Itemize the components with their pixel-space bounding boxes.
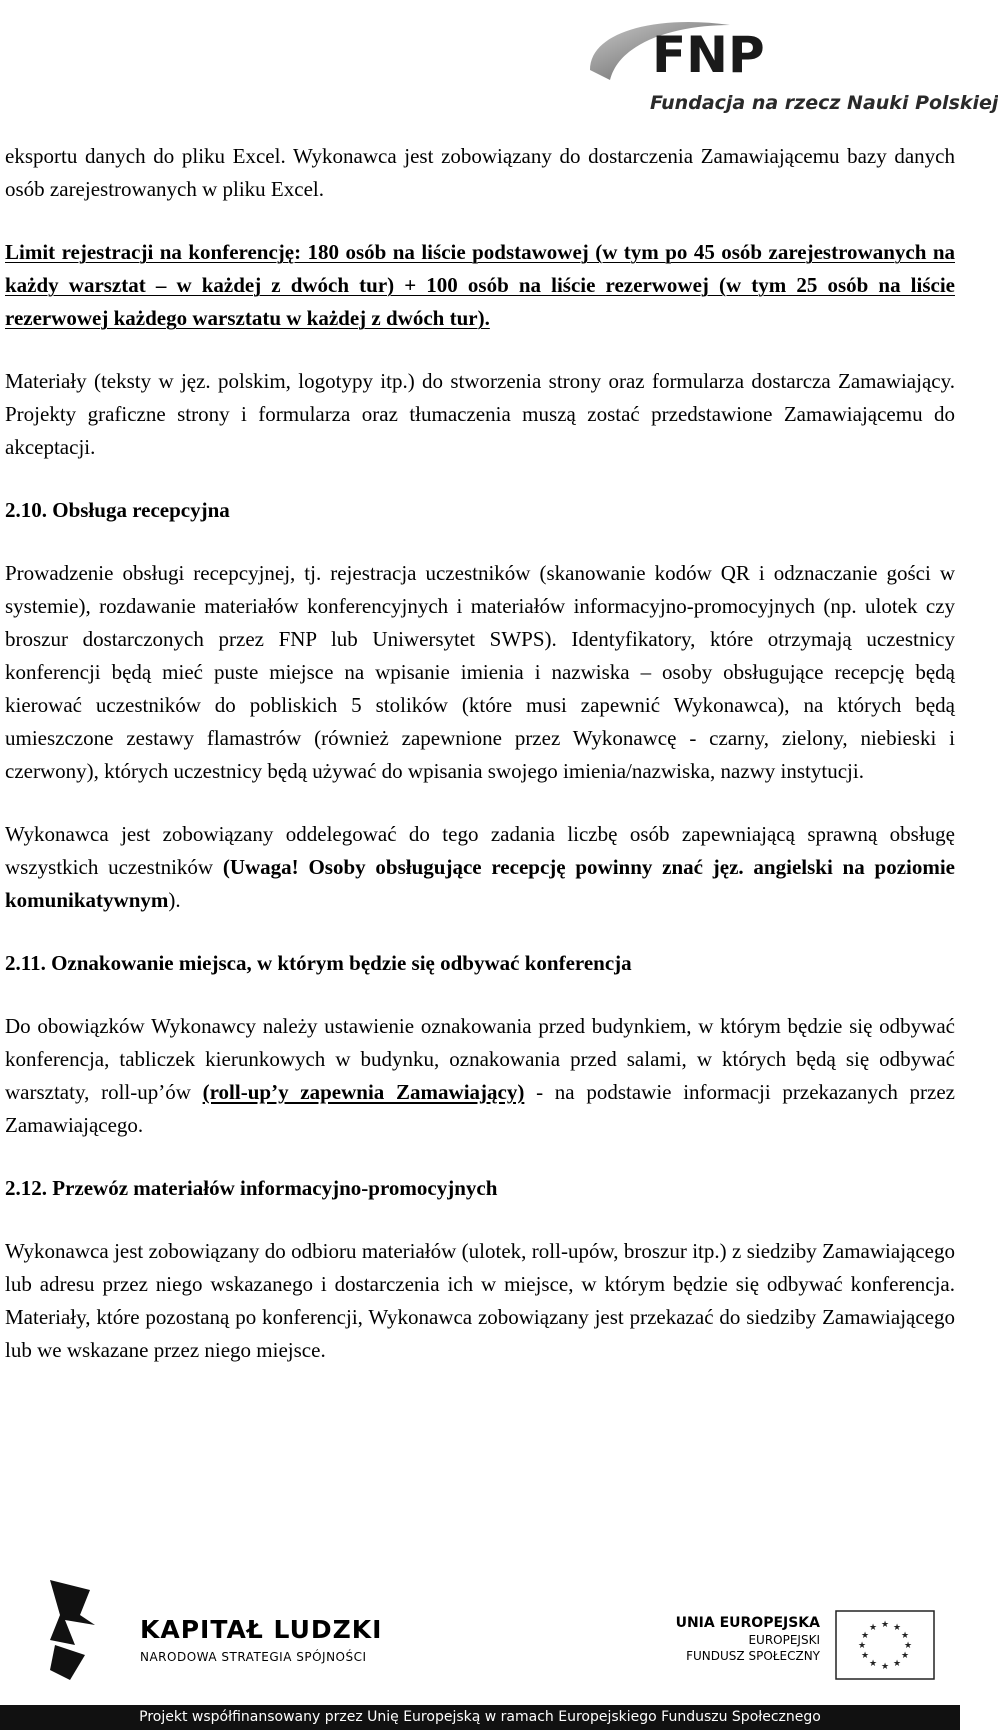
svg-text:★: ★ [892, 1623, 902, 1633]
svg-text:★: ★ [860, 1631, 870, 1641]
signage-end: - na podstawie informacji przekazanych przez Zamawiającego. [5, 1080, 955, 1137]
heading-2-10: 2.10. Obsługa recepcyjna [5, 498, 230, 522]
svg-text:★: ★ [860, 1651, 870, 1661]
fnp-caption: Fundacja na rzecz Nauki Polskiej [650, 92, 998, 114]
kapital-ludzki-logo [45, 1575, 405, 1685]
svg-text:★: ★ [857, 1641, 867, 1651]
svg-text:★: ★ [903, 1641, 913, 1651]
paragraph-registration-limit: Limit rejestracji na konferencję: 180 osób na liście podstawowej (w tym po 45 osób zarejestrowanych na każdy warsztat – w każdej z dwóch tur) + 100 osób na liście rezerwowej (w tym 25 osób na liście rezerwowej każdego warsztatu w każdej z dwóch tur). [5, 240, 955, 330]
kapital-ludzki-subtitle: NARODOWA STRATEGIA SPÓJNOŚCI [140, 1650, 367, 1664]
paragraph-staffing [5, 818, 955, 917]
svg-text:★: ★ [868, 1659, 878, 1669]
svg-text:★: ★ [880, 1662, 890, 1672]
eu-text [676, 1614, 820, 1664]
document-body [5, 140, 955, 1367]
svg-text:★: ★ [900, 1651, 910, 1661]
fnp-logo [580, 10, 998, 120]
signage-note: (roll-up’y zapewnia Zamawiający) [202, 1080, 525, 1104]
footer-cofinancing-bar: Projekt współfinansowany przez Unię Europejską w ramach Europejskiego Funduszu Społecznego [0, 1705, 960, 1730]
eu-logo [640, 1610, 960, 1690]
svg-text:★: ★ [880, 1620, 890, 1630]
footer [0, 1575, 960, 1730]
paragraph-transport: Wykonawca jest zobowiązany do odbioru materiałów (ulotek, roll-upów, broszur itp.) z siedziby Zamawiającego lub adresu przez niego wskazanego i dostarczenia ich w miejsce, w którym będzie się odbywać konferencja. Materiały, które pozostaną po konferencji, Wykonawca zobowiązany jest przekazać do siedziby Zamawiającego lub we wskazane przez niego miejsce. [5, 1239, 955, 1362]
signage-text: Do obowiązków Wykonawcy należy ustawienie oznakowania przed budynkiem, w którym będzie się odbywać konferencja, tabliczek kierunkowych w budynku, oznakowania przed salami, w których będą się odbywać warsztaty, roll-up’ów [5, 1014, 955, 1104]
staffing-note-text: Osoby obsługujące recepcję powinny znać jęz. angielski na poziomie komunikatywnym [5, 855, 955, 912]
kapital-ludzki-emblem-icon [45, 1575, 105, 1685]
eu-line-2: EUROPEJSKI [748, 1633, 820, 1647]
fnp-swoosh-icon [580, 10, 880, 100]
paragraph-export: eksportu danych do pliku Excel. Wykonawca jest zobowiązany do dostarczenia Zamawiającemu bazy danych osób zarejestrowanych w pliku Excel. [5, 144, 955, 201]
staffing-end: ). [168, 888, 181, 912]
heading-2-12: 2.12. Przewóz materiałów informacyjno-promocyjnych [5, 1176, 498, 1200]
kapital-ludzki-title: KAPITAŁ LUDZKI [140, 1615, 383, 1644]
svg-text:★: ★ [900, 1631, 910, 1641]
eu-line-1: UNIA EUROPEJSKA [675, 1615, 820, 1631]
staffing-text: Wykonawca jest zobowiązany oddelegować do tego zadania liczbę osób zapewniającą sprawną obsługę wszystkich uczestników [5, 822, 955, 879]
staffing-note-label: (Uwaga! [222, 855, 299, 879]
heading-2-11: 2.11. Oznakowanie miejsca, w którym będzie się odbywać konferencja [5, 951, 632, 975]
eu-flag-icon [835, 1610, 935, 1680]
paragraph-reception: Prowadzenie obsługi recepcyjnej, tj. rejestracja uczestników (skanowanie kodów QR i odznaczanie gości w systemie), rozdawanie materiałów konferencyjnych i materiałów informacyjno-promocyjnych (np. ulotek czy broszur dostarczonych przez FNP lub Uniwersytet SWPS). Identyfikatory, które otrzymają uczestnicy konferencji będą mieć puste miejsce na wpisanie imienia i nazwiska – osoby obsługujące recepcję będą kierować uczestników do pobliskich 5 stolików (które musi zapewnić Wykonawca), na których będą umieszczone zestawy flamastrów (również zapewnione przez Wykonawcę - czarny, zielony, niebieski i czerwony), których uczestnicy będą używać do wpisania swojego imienia/nazwiska, nazwy instytucji. [5, 561, 955, 783]
svg-text:★: ★ [868, 1623, 878, 1633]
paragraph-signage [5, 1010, 955, 1142]
eu-line-3: FUNDUSZ SPOŁECZNY [686, 1649, 820, 1663]
fnp-logo-text: FNP [652, 26, 765, 84]
svg-text:★: ★ [892, 1659, 902, 1669]
paragraph-materials: Materiały (teksty w jęz. polskim, logotypy itp.) do stworzenia strony oraz formularza dostarcza Zamawiający. Projekty graficzne strony i formularza oraz tłumaczenia muszą zostać przedstawione Zamawiającemu do akceptacji. [5, 369, 955, 459]
